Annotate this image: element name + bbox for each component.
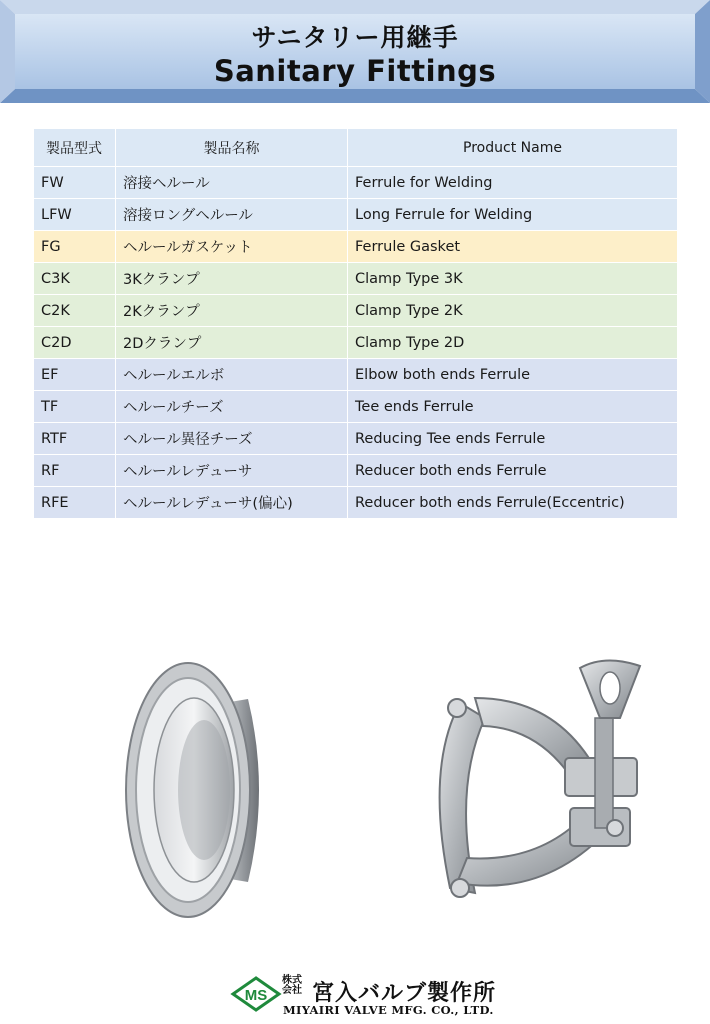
name-en-cell: Reducer both ends Ferrule(Eccentric) xyxy=(348,487,678,519)
clamp-photo xyxy=(405,658,645,918)
name-jp-cell: ヘルールガスケット xyxy=(116,231,348,263)
header-name-en: Product Name xyxy=(348,129,678,167)
model-cell: FW xyxy=(34,167,116,199)
name-en-cell: Clamp Type 2K xyxy=(348,295,678,327)
name-jp-cell: ヘルールチーズ xyxy=(116,391,348,423)
model-cell: FG xyxy=(34,231,116,263)
model-cell: RF xyxy=(34,455,116,487)
name-jp-cell: 溶接ヘルール xyxy=(116,167,348,199)
model-cell: EF xyxy=(34,359,116,391)
logo-kabushiki: 株式会社 xyxy=(282,975,302,996)
table-row xyxy=(34,167,678,199)
logo-mark-text: MS xyxy=(244,987,268,1004)
name-jp-cell: ヘルールエルボ xyxy=(116,359,348,391)
name-en-cell: Tee ends Ferrule xyxy=(348,391,678,423)
name-jp-cell: ヘルールレデューサ xyxy=(116,455,348,487)
table-row xyxy=(34,359,678,391)
header-name-jp: 製品名称 xyxy=(116,129,348,167)
table-header-row xyxy=(34,129,678,167)
table-row xyxy=(34,487,678,519)
model-cell: C2D xyxy=(34,327,116,359)
name-jp-cell: 3Kクランプ xyxy=(116,263,348,295)
name-jp-cell: ヘルールレデューサ(偏心) xyxy=(116,487,348,519)
table-row xyxy=(34,295,678,327)
model-cell: RTF xyxy=(34,423,116,455)
title-english: Sanitary Fittings xyxy=(213,54,497,88)
name-en-cell: Ferrule for Welding xyxy=(348,167,678,199)
name-en-cell: Reducer both ends Ferrule xyxy=(348,455,678,487)
name-jp-cell: ヘルール異径チーズ xyxy=(116,423,348,455)
ferrule-photo xyxy=(88,654,278,924)
table-row xyxy=(34,327,678,359)
name-jp-cell: 2Kクランプ xyxy=(116,295,348,327)
model-cell: C3K xyxy=(34,263,116,295)
table-row xyxy=(34,455,678,487)
name-en-cell: Clamp Type 2D xyxy=(348,327,678,359)
name-en-cell: Clamp Type 3K xyxy=(348,263,678,295)
logo-name-en: MIYAIRI VALVE MFG. CO., LTD. xyxy=(283,1003,494,1017)
name-jp-cell: 溶接ロングヘルール xyxy=(116,199,348,231)
name-en-cell: Elbow both ends Ferrule xyxy=(348,359,678,391)
table-row xyxy=(34,231,678,263)
table-row xyxy=(34,423,678,455)
title-japanese: サニタリー用継手 xyxy=(251,23,459,52)
logo-name-jp: 宮入バルブ製作所 xyxy=(312,981,497,1006)
name-en-cell: Reducing Tee ends Ferrule xyxy=(348,423,678,455)
name-jp-cell: 2Dクランプ xyxy=(116,327,348,359)
model-cell: LFW xyxy=(34,199,116,231)
name-en-cell: Ferrule Gasket xyxy=(348,231,678,263)
table-row xyxy=(34,263,678,295)
model-cell: RFE xyxy=(34,487,116,519)
header-model: 製品型式 xyxy=(34,129,116,167)
model-cell: TF xyxy=(34,391,116,423)
title-banner xyxy=(0,0,710,103)
table-row xyxy=(34,199,678,231)
name-en-cell: Long Ferrule for Welding xyxy=(348,199,678,231)
model-cell: C2K xyxy=(34,295,116,327)
table-row xyxy=(34,391,678,423)
product-table xyxy=(33,128,678,519)
